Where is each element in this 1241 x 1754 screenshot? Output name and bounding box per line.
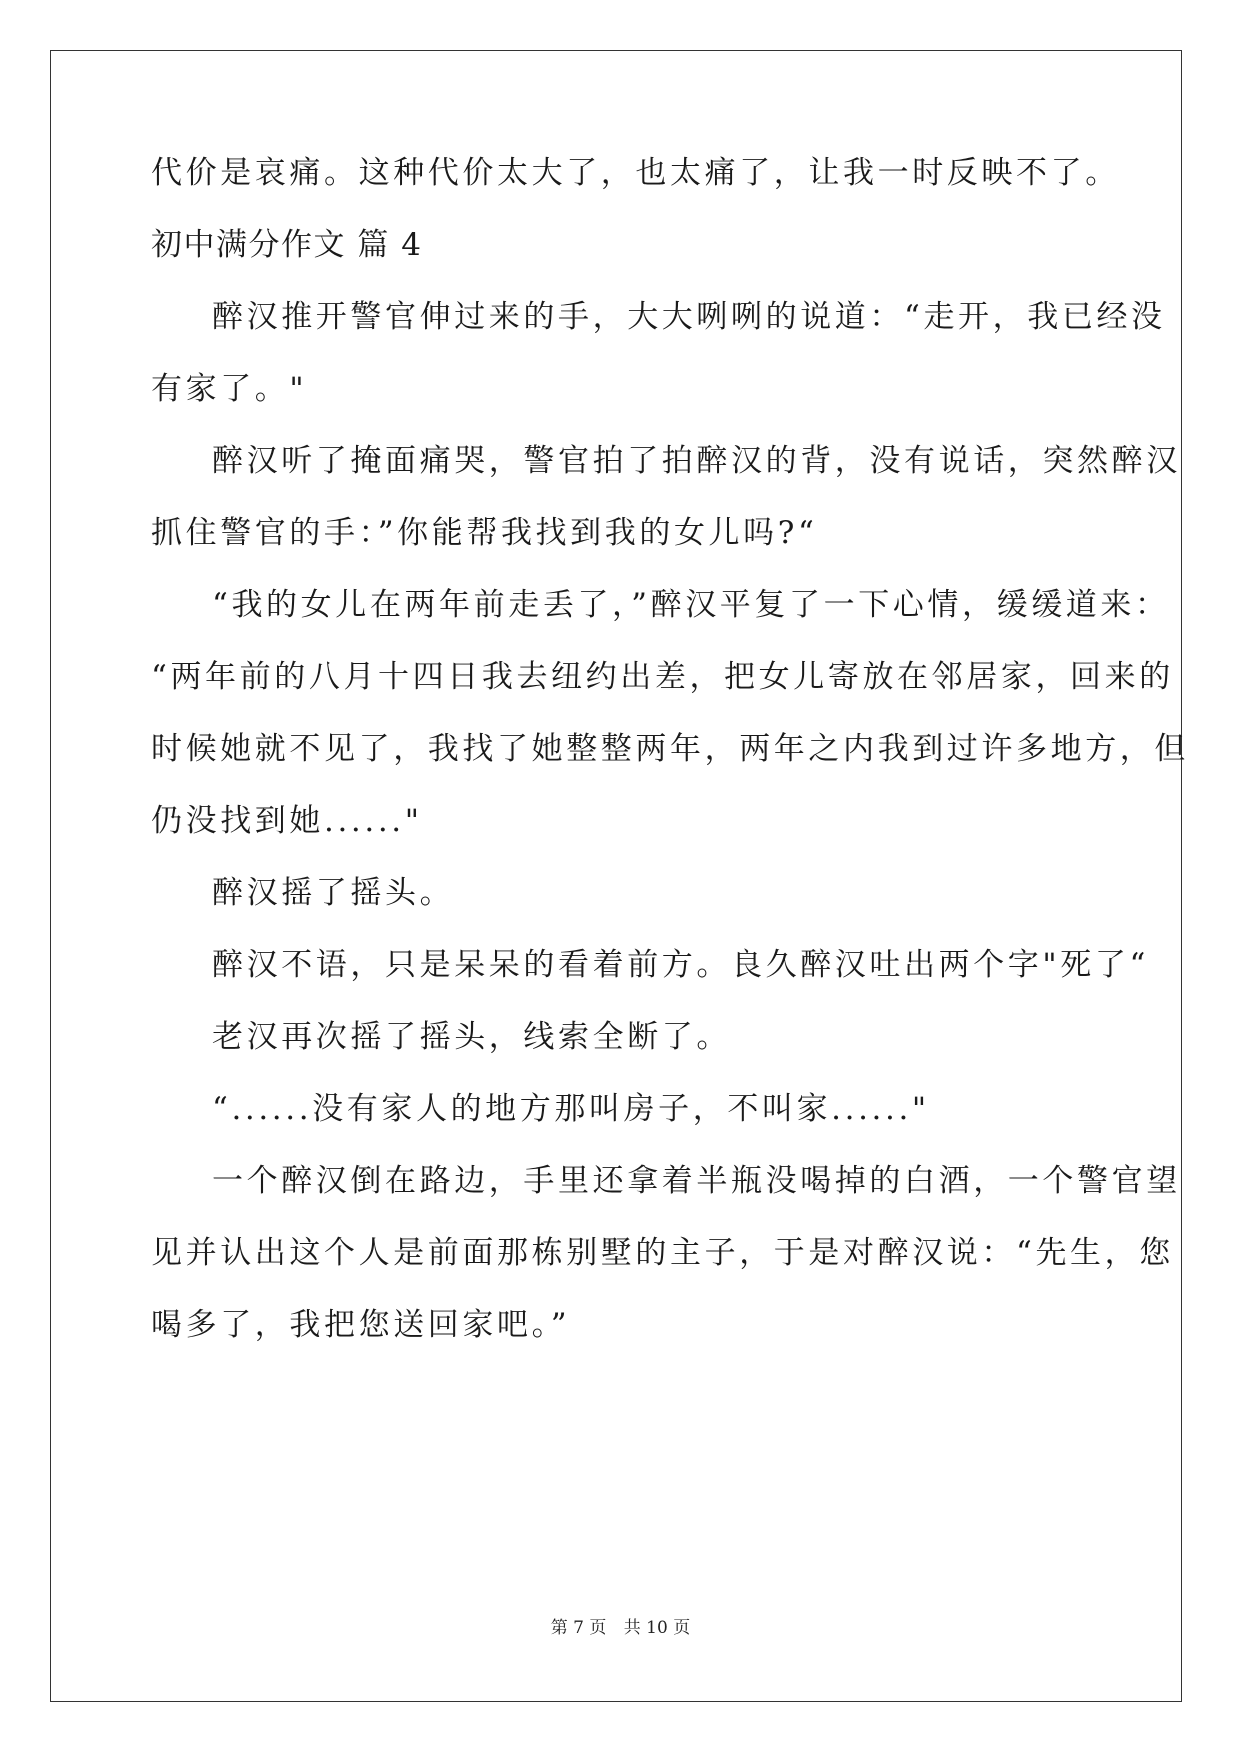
paragraph-line: 醉汉听了掩面痛哭，警官拍了拍醉汉的背，没有说话，突然醉汉 <box>212 443 1181 479</box>
page-total: 共 10 页 <box>623 1618 691 1638</box>
paragraph-line: 老汉再次摇了摇头，线索全断了。 <box>212 1019 731 1055</box>
paragraph-line: 醉汉推开警官伸过来的手，大大咧咧的说道：“走开，我已经没 <box>212 299 1166 335</box>
page-footer <box>0 1613 1241 1638</box>
paragraph-line: 时候她就不见了，我找了她整整两年，两年之内我到过许多地方，但 <box>151 731 1189 767</box>
paragraph-line: “两年前的八月十四日我去纽约出差，把女儿寄放在邻居家，回来的 <box>151 659 1174 695</box>
paragraph-line: 抓住警官的手：”你能帮我找到我的女儿吗?“ <box>151 515 818 551</box>
paragraph-line: 代价是哀痛。这种代价太大了，也太痛了，让我一时反映不了。 <box>151 155 1120 191</box>
paragraph-line: “我的女儿在两年前走丢了，”醉汉平复了一下心情，缓缓道来： <box>212 587 1170 623</box>
paragraph-line: 醉汉摇了摇头。 <box>212 875 455 911</box>
page-number: 第 7 页 <box>550 1618 607 1638</box>
paragraph-line: 仍没找到她......" <box>151 803 423 839</box>
paragraph-line: 有家了。" <box>151 371 308 407</box>
paragraph-line: 见并认出这个人是前面那栋别墅的主子，于是对醉汉说：“先生，您 <box>151 1235 1174 1271</box>
paragraph-line: 喝多了，我把您送回家吧。” <box>151 1307 571 1343</box>
section-heading: 初中满分作文 篇 4 <box>151 227 423 263</box>
paragraph-line: “......没有家人的地方那叫房子，不叫家......" <box>212 1091 930 1127</box>
paragraph-line: 一个醉汉倒在路边，手里还拿着半瓶没喝掉的白酒，一个警官望 <box>212 1163 1181 1199</box>
paragraph-line: 醉汉不语，只是呆呆的看着前方。良久醉汉吐出两个字"死了“ <box>212 947 1149 983</box>
